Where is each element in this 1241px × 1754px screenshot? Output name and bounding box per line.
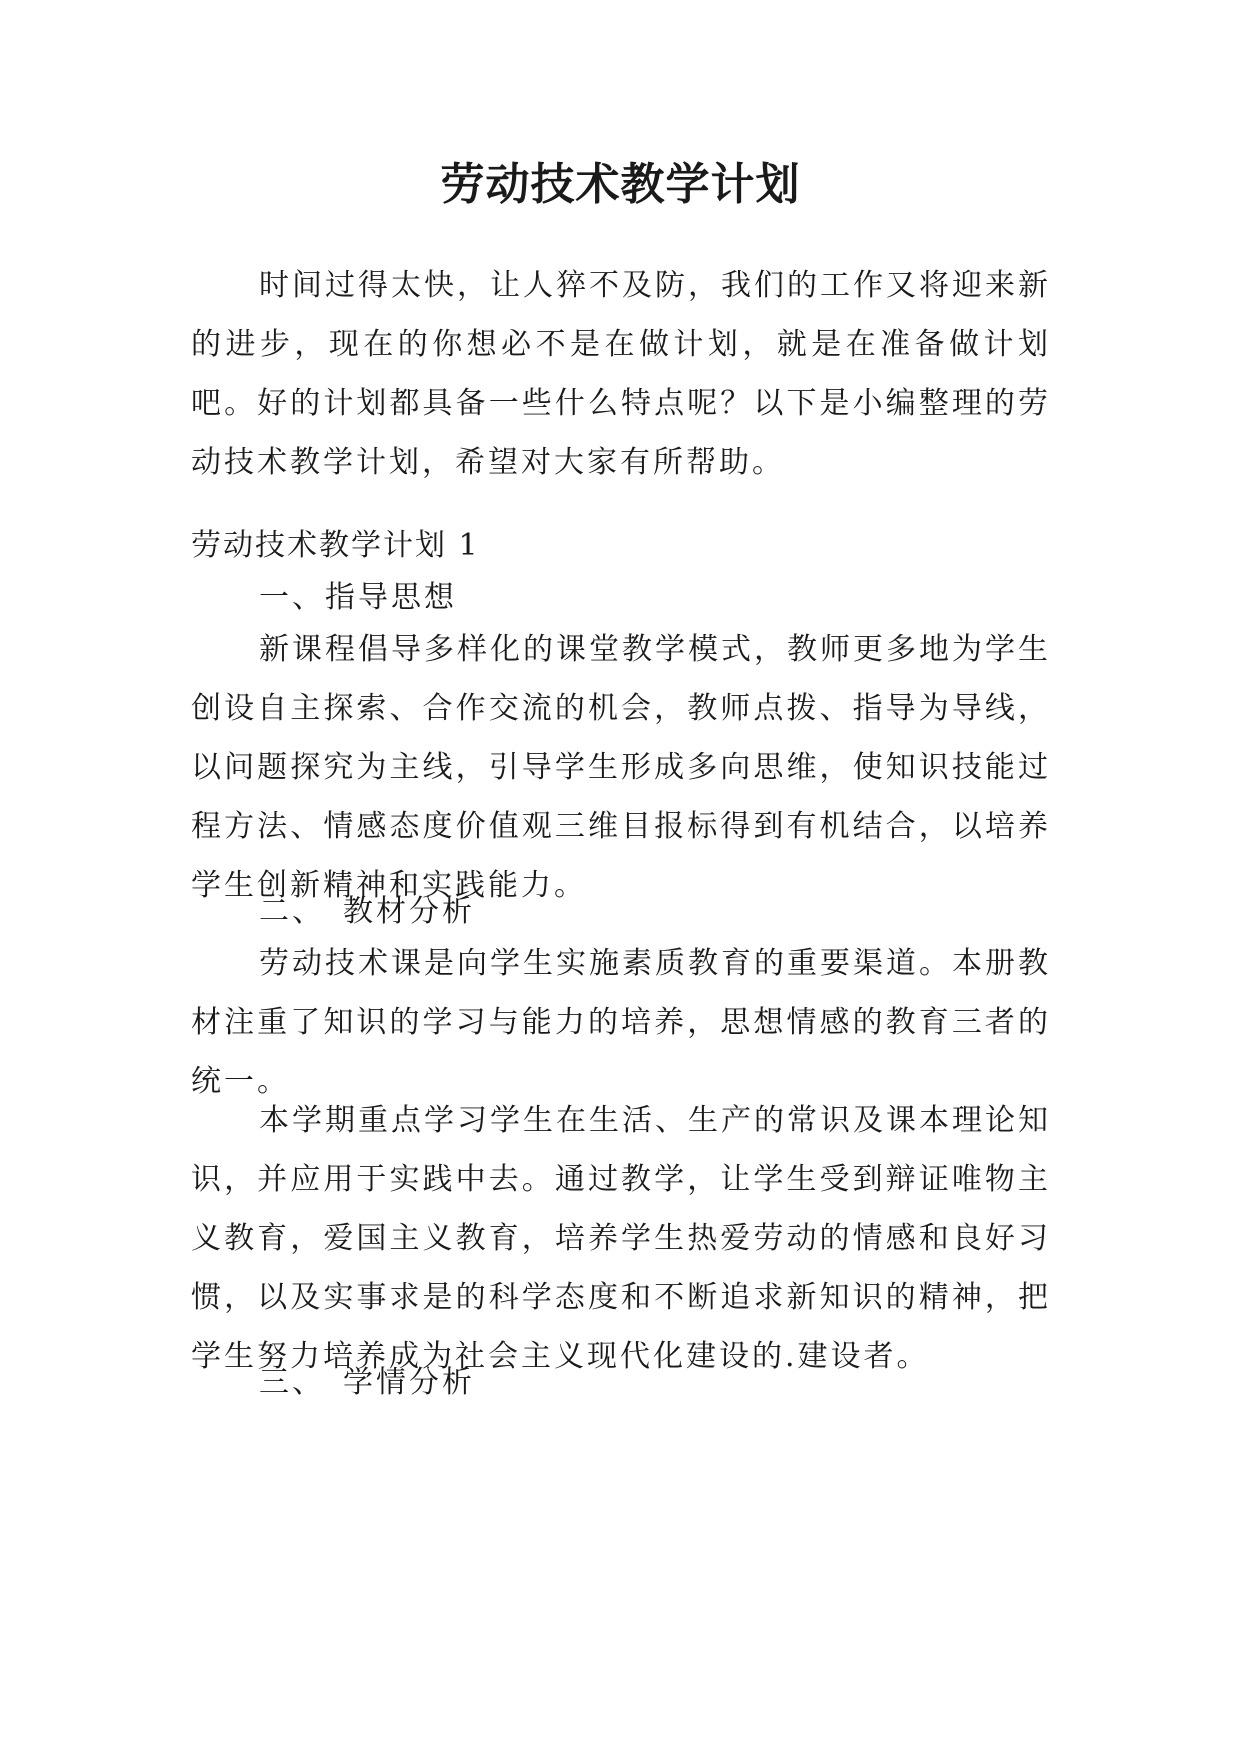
- heading-learner-analysis: 三、 学情分析: [259, 1365, 475, 1400]
- textbook-analysis-paragraph-2: 本学期重点学习学生在生活、生产的常识及课本理论知识，并应用于实践中去。通过教学，让学生受到辩证唯物主义教育，爱国主义教育，培养学生热爱劳动的情感和良好习惯，以及实事求是的科学态度和不断追求新知识的精神，把学生努力培养成为社会主义现代化建设的.建设者。: [191, 1103, 1051, 1374]
- textbook-analysis-paragraph-1: 劳动技术课是向学生实施素质教育的重要渠道。本册教材注重了知识的学习与能力的培养，思想情感的教育三者的统一。: [191, 946, 1051, 1099]
- heading-textbook-analysis: 二、 教材分析: [259, 894, 475, 929]
- section-title: 劳动技术教学计划 1: [191, 528, 480, 563]
- guiding-ideology-paragraph: 新课程倡导多样化的课堂教学模式，教师更多地为学生创设自主探索、合作交流的机会，教师点拨、指导为导线，以问题探究为主线，引导学生形成多向思维，使知识技能过程方法、情感态度价值观三维目报标得到有机结合，以培养学生创新精神和实践能力。: [191, 632, 1051, 903]
- document-title: 劳动技术教学计划: [440, 159, 801, 210]
- intro-paragraph: 时间过得太快，让人猝不及防，我们的工作又将迎来新的进步，现在的你想必不是在做计划，就是在准备做计划吧。好的计划都具备一些什么特点呢？以下是小编整理的劳动技术教学计划，希望对大家有所帮助。: [191, 268, 1051, 480]
- heading-guiding-ideology: 一、指导思想: [259, 580, 457, 615]
